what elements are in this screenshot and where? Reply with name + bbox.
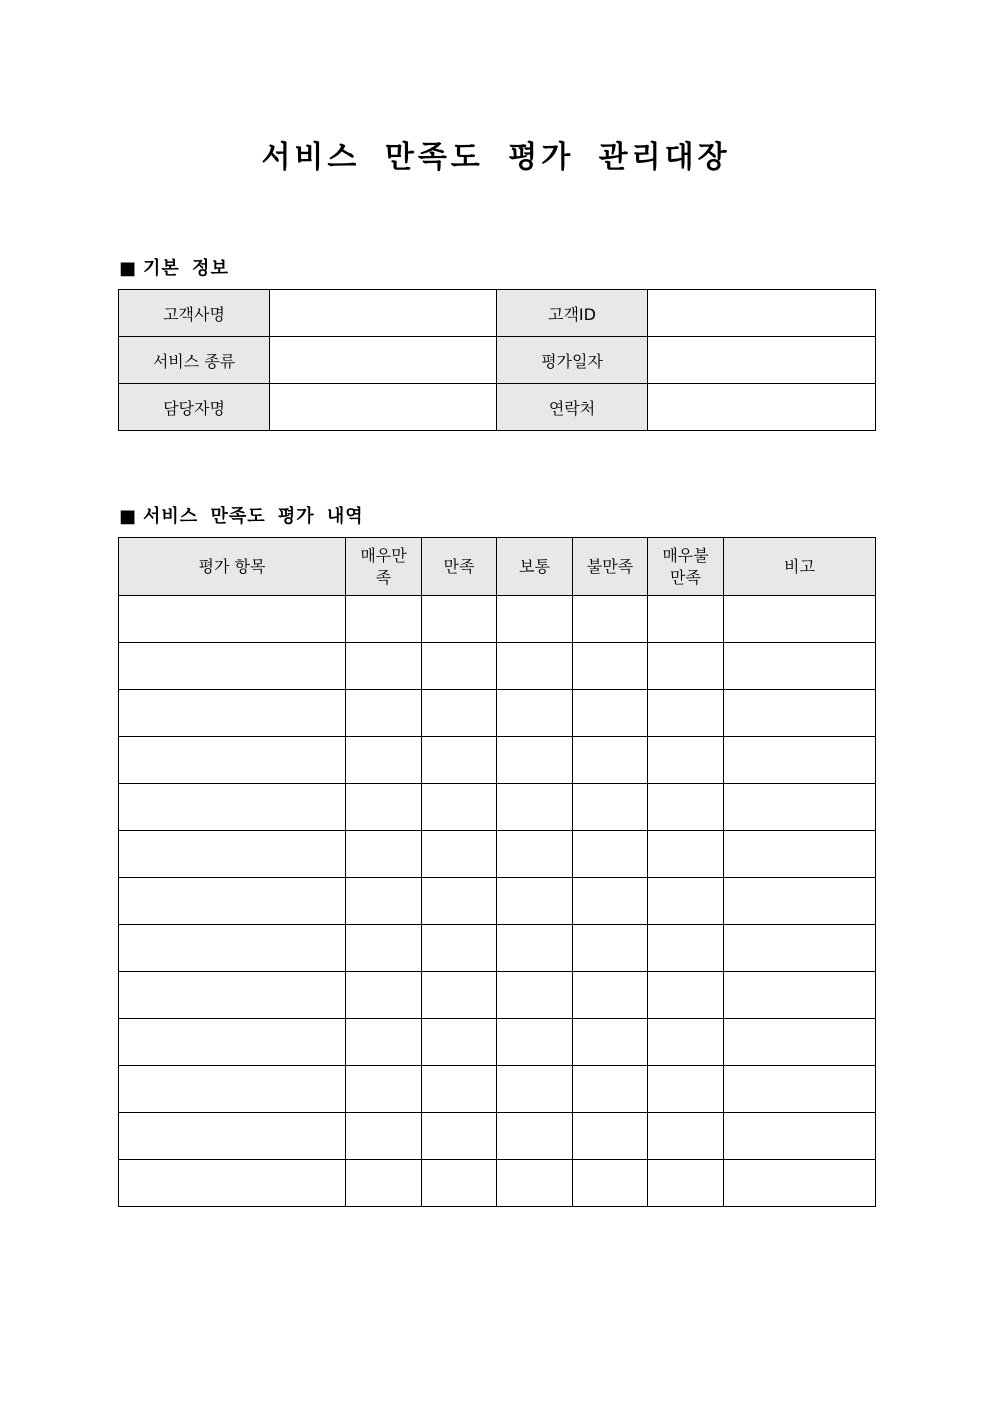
evaluation-column-header: 매우불 만족	[648, 538, 724, 596]
evaluation-cell[interactable]	[573, 596, 648, 643]
square-bullet-icon: ■	[119, 506, 138, 527]
evaluation-cell[interactable]	[648, 1066, 724, 1113]
table-row	[119, 1160, 876, 1207]
basic-info-value-field[interactable]	[270, 384, 497, 431]
evaluation-cell[interactable]	[573, 1066, 648, 1113]
evaluation-cell[interactable]	[497, 1066, 573, 1113]
evaluation-cell[interactable]	[346, 737, 422, 784]
basic-info-table	[118, 289, 876, 431]
basic-info-label: 고객사명	[119, 290, 270, 337]
table-row	[119, 831, 876, 878]
evaluation-cell[interactable]	[346, 972, 422, 1019]
evaluation-cell[interactable]	[346, 596, 422, 643]
evaluation-cell[interactable]	[422, 784, 497, 831]
evaluation-cell[interactable]	[346, 784, 422, 831]
table-row	[119, 1113, 876, 1160]
evaluation-cell[interactable]	[119, 1019, 346, 1066]
evaluation-cell[interactable]	[724, 643, 876, 690]
evaluation-cell[interactable]	[648, 1113, 724, 1160]
basic-info-value-field[interactable]	[648, 290, 876, 337]
evaluation-cell[interactable]	[422, 1160, 497, 1207]
evaluation-cell[interactable]	[422, 972, 497, 1019]
evaluation-cell[interactable]	[422, 643, 497, 690]
evaluation-cell[interactable]	[119, 643, 346, 690]
table-row	[119, 878, 876, 925]
evaluation-cell[interactable]	[573, 784, 648, 831]
evaluation-column-header: 비고	[724, 538, 876, 596]
evaluation-cell[interactable]	[497, 878, 573, 925]
evaluation-cell[interactable]	[648, 831, 724, 878]
evaluation-cell[interactable]	[573, 1019, 648, 1066]
evaluation-cell[interactable]	[497, 596, 573, 643]
evaluation-cell[interactable]	[573, 1160, 648, 1207]
basic-info-label: 평가일자	[497, 337, 648, 384]
evaluation-cell[interactable]	[573, 643, 648, 690]
evaluation-cell[interactable]	[648, 643, 724, 690]
evaluation-cell[interactable]	[119, 972, 346, 1019]
basic-info-row	[119, 290, 876, 337]
evaluation-cell[interactable]	[119, 1066, 346, 1113]
table-row	[119, 925, 876, 972]
evaluation-cell[interactable]	[346, 1019, 422, 1066]
evaluation-cell[interactable]	[422, 1019, 497, 1066]
evaluation-cell[interactable]	[119, 1113, 346, 1160]
page-title: 서비스 만족도 평가 관리대장	[261, 140, 731, 175]
basic-info-label: 고객ID	[497, 290, 648, 337]
evaluation-cell[interactable]	[573, 878, 648, 925]
evaluation-cell[interactable]	[724, 596, 876, 643]
evaluation-table	[118, 537, 876, 1207]
evaluation-cell[interactable]	[497, 784, 573, 831]
evaluation-cell[interactable]	[497, 737, 573, 784]
evaluation-column-header: 평가 항목	[119, 538, 346, 596]
evaluation-cell[interactable]	[648, 878, 724, 925]
evaluation-cell[interactable]	[724, 1160, 876, 1207]
evaluation-header-row	[119, 538, 876, 596]
evaluation-cell[interactable]	[497, 1019, 573, 1066]
evaluation-cell[interactable]	[724, 784, 876, 831]
evaluation-cell[interactable]	[573, 925, 648, 972]
basic-info-row	[119, 384, 876, 431]
evaluation-cell[interactable]	[422, 831, 497, 878]
evaluation-cell[interactable]	[119, 878, 346, 925]
evaluation-cell[interactable]	[119, 925, 346, 972]
evaluation-cell[interactable]	[119, 690, 346, 737]
evaluation-column-header: 불만족	[573, 538, 648, 596]
evaluation-cell[interactable]	[724, 831, 876, 878]
evaluation-cell[interactable]	[119, 596, 346, 643]
evaluation-cell[interactable]	[648, 737, 724, 784]
evaluation-cell[interactable]	[724, 878, 876, 925]
evaluation-cell[interactable]	[497, 1160, 573, 1207]
evaluation-cell[interactable]	[724, 1066, 876, 1113]
evaluation-heading	[119, 502, 364, 528]
evaluation-column-header: 만족	[422, 538, 497, 596]
basic-info-value-field[interactable]	[648, 384, 876, 431]
basic-info-value-field[interactable]	[270, 337, 497, 384]
evaluation-cell[interactable]	[497, 690, 573, 737]
evaluation-cell[interactable]	[422, 1066, 497, 1113]
evaluation-cell[interactable]	[724, 1113, 876, 1160]
basic-info-row	[119, 337, 876, 384]
basic-info-heading-text: 기본 정보	[143, 258, 229, 279]
evaluation-heading-text: 서비스 만족도 평가 내역	[143, 506, 364, 527]
basic-info-value-field[interactable]	[648, 337, 876, 384]
evaluation-cell[interactable]	[724, 972, 876, 1019]
basic-info-label: 담당자명	[119, 384, 270, 431]
evaluation-cell[interactable]	[346, 1066, 422, 1113]
evaluation-column-header: 보통	[497, 538, 573, 596]
evaluation-cell[interactable]	[497, 831, 573, 878]
evaluation-cell[interactable]	[119, 831, 346, 878]
evaluation-cell[interactable]	[724, 1019, 876, 1066]
evaluation-cell[interactable]	[648, 690, 724, 737]
evaluation-cell[interactable]	[648, 972, 724, 1019]
evaluation-cell[interactable]	[346, 925, 422, 972]
evaluation-cell[interactable]	[573, 831, 648, 878]
table-row	[119, 643, 876, 690]
evaluation-cell[interactable]	[648, 1019, 724, 1066]
evaluation-cell[interactable]	[346, 1160, 422, 1207]
table-row	[119, 972, 876, 1019]
table-row	[119, 737, 876, 784]
evaluation-cell[interactable]	[724, 737, 876, 784]
evaluation-cell[interactable]	[346, 831, 422, 878]
evaluation-cell[interactable]	[573, 972, 648, 1019]
table-row	[119, 596, 876, 643]
evaluation-cell[interactable]	[497, 1113, 573, 1160]
basic-info-value-field[interactable]	[270, 290, 497, 337]
evaluation-cell[interactable]	[422, 737, 497, 784]
evaluation-cell[interactable]	[724, 690, 876, 737]
evaluation-cell[interactable]	[648, 596, 724, 643]
table-row	[119, 1066, 876, 1113]
table-row	[119, 690, 876, 737]
evaluation-cell[interactable]	[119, 1160, 346, 1207]
evaluation-cell[interactable]	[422, 690, 497, 737]
evaluation-cell[interactable]	[724, 925, 876, 972]
evaluation-cell[interactable]	[346, 1113, 422, 1160]
evaluation-column-header: 매우만 족	[346, 538, 422, 596]
evaluation-cell[interactable]	[573, 737, 648, 784]
square-bullet-icon: ■	[119, 258, 138, 279]
evaluation-cell[interactable]	[497, 925, 573, 972]
basic-info-label: 연락처	[497, 384, 648, 431]
basic-info-label: 서비스 종류	[119, 337, 270, 384]
evaluation-cell[interactable]	[119, 737, 346, 784]
evaluation-cell[interactable]	[346, 878, 422, 925]
evaluation-cell[interactable]	[119, 784, 346, 831]
evaluation-cell[interactable]	[422, 1113, 497, 1160]
table-row	[119, 1019, 876, 1066]
evaluation-cell[interactable]	[346, 643, 422, 690]
evaluation-cell[interactable]	[422, 925, 497, 972]
evaluation-cell[interactable]	[422, 596, 497, 643]
basic-info-heading	[119, 254, 229, 280]
evaluation-cell[interactable]	[573, 690, 648, 737]
evaluation-cell[interactable]	[346, 690, 422, 737]
evaluation-cell[interactable]	[497, 972, 573, 1019]
evaluation-cell[interactable]	[573, 1113, 648, 1160]
evaluation-cell[interactable]	[648, 1160, 724, 1207]
evaluation-cell[interactable]	[422, 878, 497, 925]
evaluation-cell[interactable]	[648, 784, 724, 831]
evaluation-cell[interactable]	[497, 643, 573, 690]
evaluation-cell[interactable]	[648, 925, 724, 972]
table-row	[119, 784, 876, 831]
